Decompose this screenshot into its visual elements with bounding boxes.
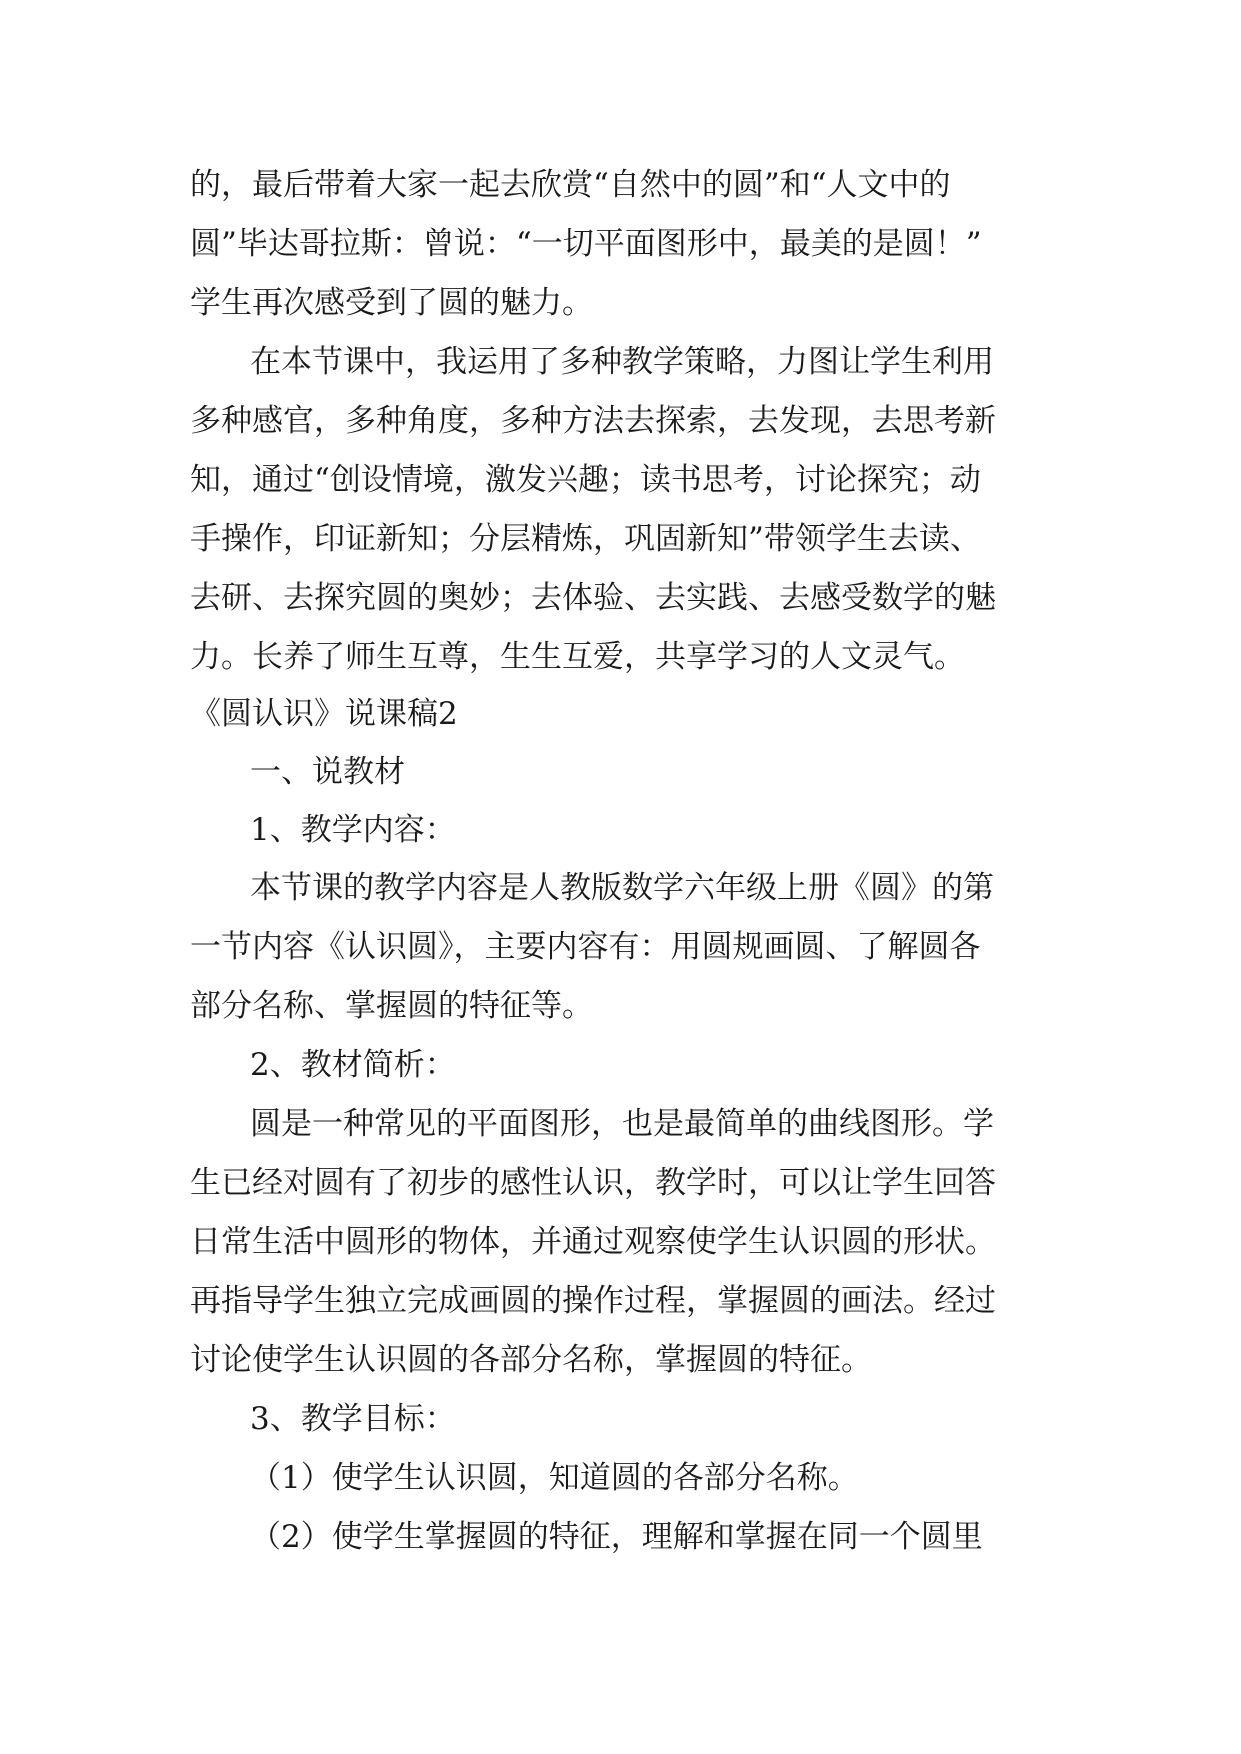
paragraph-line: 力。长养了师生互尊，生生互爱，共享学习的人文灵气。 — [190, 639, 965, 675]
paragraph-line: 手操作，印证新知；分层精炼，巩固新知”带领学生去读、 — [190, 521, 981, 557]
paragraph-line: 去研、去探究圆的奥妙；去体验、去实践、去感受数学的魅 — [190, 580, 996, 616]
paragraph-line: 讨论使学生认识圆的各部分名称，掌握圆的特征。 — [190, 1342, 872, 1378]
paragraph-line: 的，最后带着大家一起去欣赏“自然中的圆”和“人文中的 — [190, 167, 951, 203]
section-heading: 一、说教材 — [250, 754, 405, 790]
list-item: （2）使学生掌握圆的特征，理解和掌握在同一个圆里 — [250, 1519, 983, 1555]
paragraph-line: 生已经对圆有了初步的感性认识，教学时，可以让学生回答 — [190, 1165, 996, 1201]
subsection-heading: 2、教材简析： — [250, 1047, 456, 1083]
paragraph-line: 学生再次感受到了圆的魅力。 — [190, 285, 593, 321]
paragraph-line: 多种感官，多种角度，多种方法去探索，去发现，去思考新 — [190, 403, 996, 439]
list-item: （1）使学生认识圆，知道圆的各部分名称。 — [250, 1460, 859, 1496]
paragraph-line: 日常生活中圆形的物体，并通过观察使学生认识圆的形状。 — [190, 1224, 996, 1260]
subsection-heading: 1、教学内容： — [250, 812, 456, 848]
paragraph-line: 在本节课中，我运用了多种教学策略，力图让学生利用 — [250, 344, 994, 380]
document-title: 《圆认识》说课稿2 — [190, 696, 458, 732]
paragraph-line: 本节课的教学内容是人教版数学六年级上册《圆》的第 — [250, 870, 994, 906]
paragraph-line: 知，通过“创设情境，激发兴趣；读书思考，讨论探究；动 — [190, 462, 981, 498]
paragraph-line: 再指导学生独立完成画圆的操作过程，掌握圆的画法。经过 — [190, 1283, 996, 1319]
paragraph-line: 一节内容《认识圆》，主要内容有：用圆规画圆、了解圆各 — [190, 929, 981, 965]
paragraph-line: 部分名称、掌握圆的特征等。 — [190, 988, 593, 1024]
paragraph-line: 圆是一种常见的平面图形，也是最简单的曲线图形。学 — [250, 1106, 994, 1142]
subsection-heading: 3、教学目标： — [250, 1401, 456, 1437]
paragraph-line: 圆”毕达哥拉斯：曾说：“一切平面图形中，最美的是圆！” — [190, 226, 982, 262]
